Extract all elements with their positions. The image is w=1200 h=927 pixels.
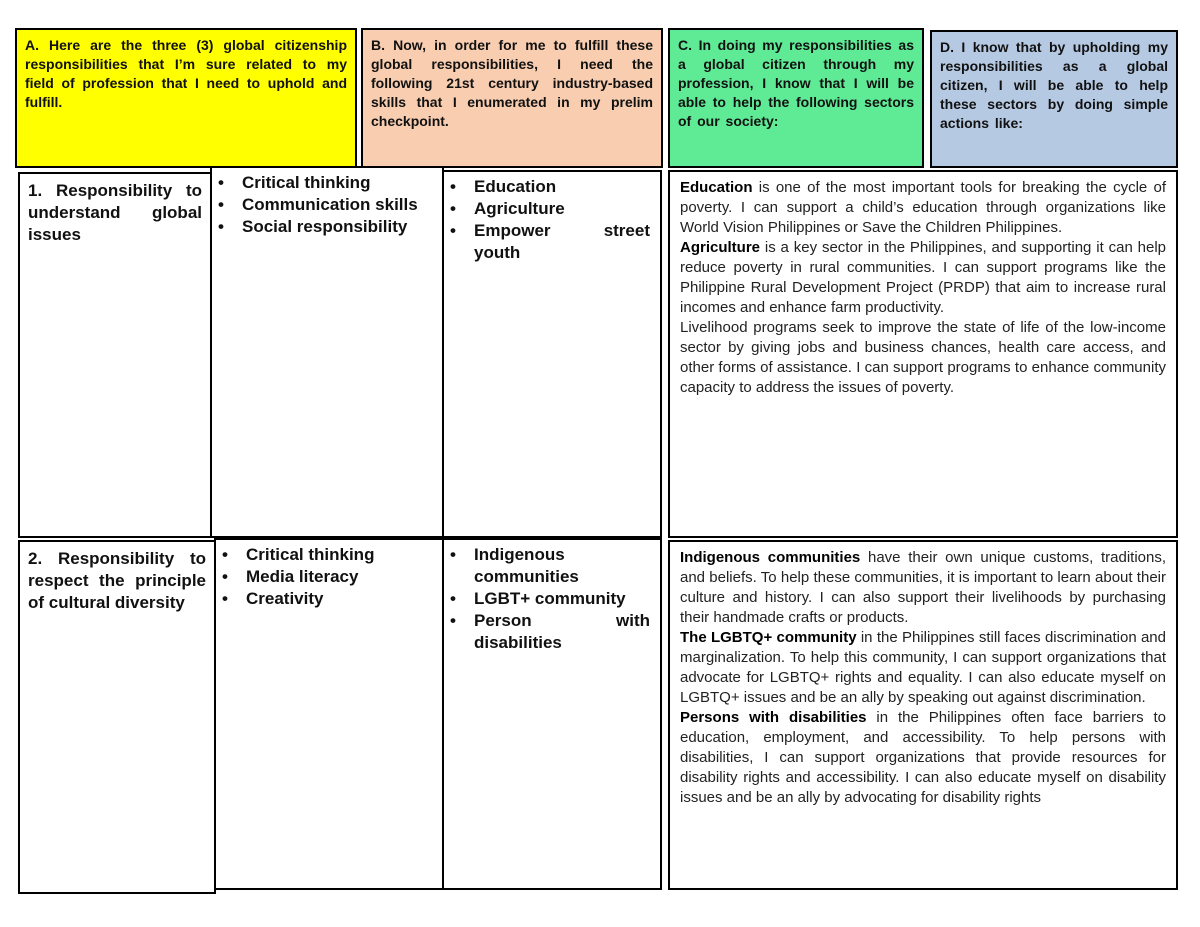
action-paragraph [680,708,1166,808]
skills-list-2 [216,540,442,610]
header-c: C. In doing my responsibilities as a global citizen through my profession, I know that I will be able to help the following sectors of our society: [668,28,924,168]
action-text: in the Philippines still faces discrimination and marginalization. To help this community, I can support organizations that advocate for LGBTQ+ rights and equality. I can also educate myself on LGBTQ+ issues and be an ally by speaking out against discrimination. [680,629,1166,706]
sectors-list-2 [444,540,660,654]
sectors-2 [442,538,662,890]
skills-list-1 [212,168,442,238]
sector-item: • Person with disabilities [474,610,650,654]
action-text: Livelihood programs seek to improve the state of life of the low-income sector by giving jobs and business chances, health care access, and other forms of assistance. I can support programs to enhance community capacity to address the issues of poverty. [680,319,1166,396]
sector-item: • Education [474,176,650,198]
actions-1 [668,170,1178,538]
responsibility-2: 2. Responsibility to respect the principle of cultural diversity [18,540,216,894]
action-paragraph [680,318,1166,398]
action-text: is one of the most important tools for breaking the cycle of poverty. I can support a child’s education through organizations like World Vision Philippines or Save the Children Philippines. [680,179,1166,236]
action-sector: The LGBTQ+ community [680,629,857,646]
sector-item: • Agriculture [474,198,650,220]
action-paragraph [680,548,1166,628]
action-sector: Persons with disabilities [680,709,867,726]
action-paragraph [680,238,1166,318]
action-text: is a key sector in the Philippines, and supporting it can help reduce poverty in rural communities. I can support programs like the Philippine Rural Development Project (PRDP) that aim to increase rural incomes and enhance farm productivity. [680,239,1166,316]
action-text: have their own unique customs, traditions, and beliefs. To help these communities, it is important to learn about their culture and history. I can also support their livelihoods by purchasing their handmade crafts or products. [680,549,1166,626]
sector-item: • Empower street youth [474,220,650,264]
action-text: in the Philippines often face barriers to education, employment, and accessibility. To help persons with disabilities, I can support organizations that provide resources for disability rights and accessibility. I can also educate myself on disability issues and be an ally by advocating for disability rights [680,709,1166,806]
skill-item: • Media literacy [246,566,436,588]
skill-item: • Critical thinking [246,544,436,566]
action-sector: Indigenous communities [680,549,861,566]
header-a: A. Here are the three (3) global citizenship responsibilities that I’m sure related to my field of profession that I need to uphold and fulfill. [15,28,357,168]
header-d: D. I know that by upholding my responsibilities as a global citizen, I will be able to help these sectors by doing simple actions like: [930,30,1178,168]
sectors-1 [442,170,662,538]
sector-item: • Indigenous communities [474,544,650,588]
skill-item: • Creativity [246,588,436,610]
action-paragraph [680,178,1166,238]
sectors-list-1 [444,172,660,264]
action-sector: Education [680,179,753,196]
skills-2 [214,538,444,890]
skill-item: • Critical thinking [242,172,436,194]
skills-1 [210,166,444,538]
responsibility-1: 1. Responsibility to understand global issues [18,172,212,538]
actions-2 [668,540,1178,890]
skill-item: • Communication skills [242,194,436,216]
sector-item: • LGBT+ community [474,588,650,610]
action-paragraph [680,628,1166,708]
skill-item: • Social responsibility [242,216,436,238]
header-b: B. Now, in order for me to fulfill these global responsibilities, I need the following 21st century industry-based skills that I enumerated in my prelim checkpoint. [361,28,663,168]
action-sector: Agriculture [680,239,761,256]
